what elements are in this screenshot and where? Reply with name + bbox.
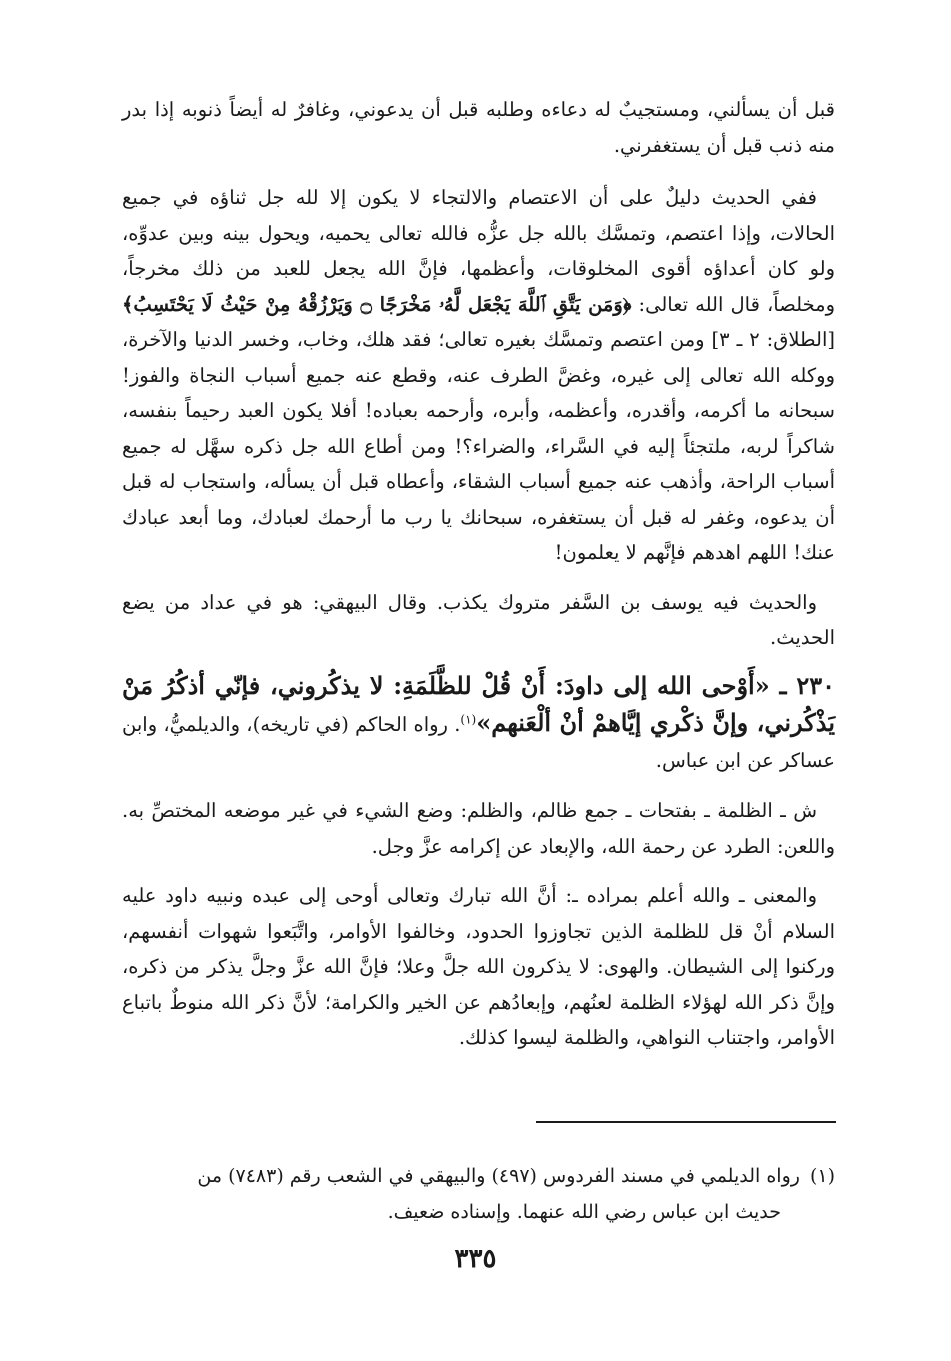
hadith-source: . رواه الحاكم (في تاريخه)، والديلميُّ، وابن عساكر عن ابن عباس.	[122, 713, 835, 772]
footnote-divider	[536, 1121, 836, 1123]
page-body	[122, 92, 835, 1056]
footnote	[122, 1158, 835, 1230]
paragraph-explanation: ش ـ الظلمة ـ بفتحات ـ جمع ظالم، والظلم: وضع الشيء في غير موضعه المختصِّ به. واللعن: الطرد عن رحمة الله، والإبعاد عن إكرامه عزَّ وجل.	[122, 799, 835, 858]
footnote-marker: (١)	[460, 712, 477, 727]
paragraph-2-text-b: [الطلاق: ٢ ـ ٣] ومن اعتصم وتمسَّك بغيره تعالى؛ فقد هلك، وخاب، وخسر الدنيا والآخرة، ووكله الله تعالى إلى غيره، وغضَّ الطرف عنه، وقطع عنه جميع أسباب النجاة والفوز! سبحانه ما أكرمه، وأقدره، وأعظمه، وأبره، وأرحمه بعباده! أفلا يكون العبد رحيماً بنفسه، شاكراً لربه، ملتجئاً إليه في السَّراء، والضراء؟! ومن أطاع الله جل ذكره سهَّل له جميع أسباب الراحة، وأذهب عنه جميع أسباب الشقاء، وأعطاه قبل أن يسأله، واستجاب له قبل أن يدعوه، وغفر له قبل أن يستغفره، سبحانك يا رب ما أرحمك لعبادك، وما أبعد عبادك عنك! اللهم اهدهم فإنَّهم لا يعلمون!	[122, 328, 835, 564]
hadith-230	[122, 668, 835, 779]
hadith-text: ٢٣٠ ـ «أَوْحى الله إلى داودَ: أَنْ قُلْ للظَّلَمَةِ: لا يذكُروني، فإنّي أذكُرُ مَنْ يَذْكُرني، وإنَّ ذكْري إيَّاهمْ أنْ ألْعَنهم»	[122, 670, 835, 737]
paragraph-2	[122, 180, 835, 571]
paragraph-2-text-a: ففي الحديث دليلٌ على أن الاعتصام والالتجاء لا يكون إلا لله جل ثناؤه في جميع الحالات، وإذا اعتصم، وتمسَّك بالله جل عزُّه فالله تعالى يحميه، ويحول بينه وبين عدوِّه، ولو كان أعداؤه أقوى المخلوقات، وأعظمها، فإنَّ الله يجعل للعبد من ذلك مخرجاً، ومخلصاً، قال الله تعالى:	[122, 186, 836, 316]
footnote-line-2: حديث ابن عباس رضي الله عنهما. وإسناده ضعيف.	[387, 1201, 781, 1223]
paragraph-meaning: والمعنى ـ والله أعلم بمراده ـ: أنَّ الله تبارك وتعالى أوحى إلى عبده ونبيه داود عليه السلام أنْ قل للظلمة الذين تجاوزوا الحدود، وخالفوا الأوامر، واتَّبَعوا شهوات أنفسهم، وركنوا إلى الشيطان. والهوى: لا يذكرون الله جلَّ وعلا؛ فإنَّ الله عزَّ وجلَّ يذكر من ذكره، وإنَّ ذكر الله لهؤلاء الظلمة لعنُهم، وإبعادُهم عن الخير والكرامة؛ لأنَّ ذكر الله منوطٌ باتباع الأوامر، واجتناب النواهي، والظلمة ليسوا كذلك.	[122, 884, 835, 1049]
footnote-number: (١)	[809, 1165, 835, 1187]
page-number: ٣٣٥	[454, 1244, 497, 1274]
paragraph-1: قبل أن يسألني، ومستجيبٌ له دعاءه وطلبه قبل أن يدعوني، وغافرٌ له أيضاً ذنوبه إذا بدر منه ذنب قبل أن يستغفرني.	[122, 98, 835, 157]
paragraph-3: والحديث فيه يوسف بن السَّفر متروك يكذب. وقال البيهقي: هو في عداد من يضع الحديث.	[122, 590, 835, 649]
footnote-line-1: رواه الديلمي في مسند الفردوس (٤٩٧) والبيهقي في الشعب رقم (٧٤٨٣) من	[197, 1165, 800, 1187]
quran-verse: ﴿وَمَن يَتَّقِ ٱللَّهَ يَجْعَل لَّهُۥ مَخْرَجًا ۝ وَيَرْزُقْهُ مِنْ حَيْثُ لَا يَحْتَسِبُ﴾	[122, 292, 632, 316]
